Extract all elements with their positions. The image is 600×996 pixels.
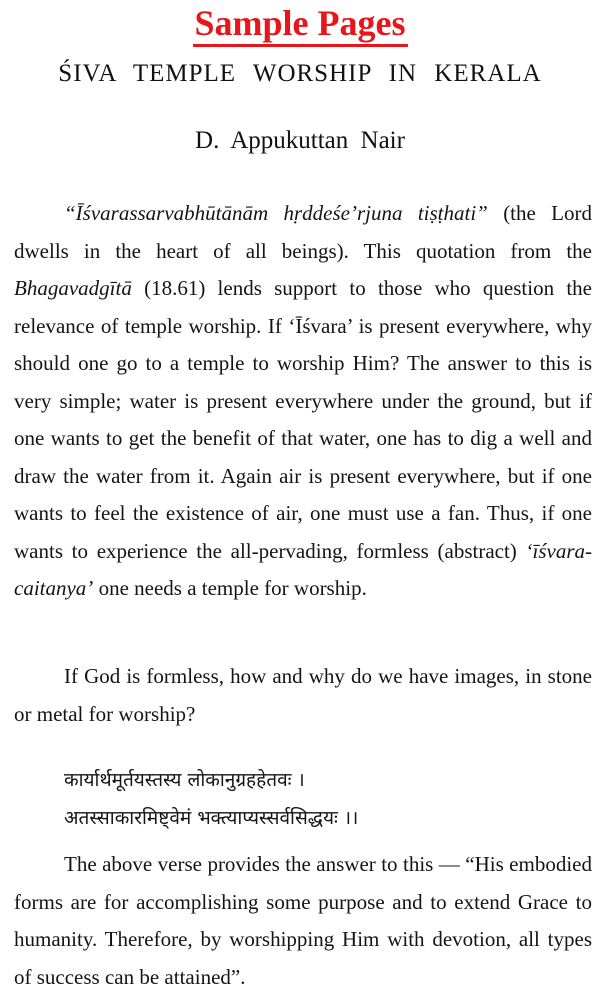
paragraph-intro-text-c: one needs a temple for worship. bbox=[93, 576, 367, 600]
paragraph-intro bbox=[14, 195, 592, 608]
verse-line-2: अतस्साकारमिष्ट्वेमं भक्त्याप्यस्सर्वसिद्धयः ।। bbox=[64, 807, 359, 829]
chapter-title: ŚIVA TEMPLE WORSHIP IN KERALA bbox=[58, 60, 542, 87]
paragraph-intro-text-a: (the Lord dwells in the heart of all beings). This quotation from the bbox=[14, 201, 592, 263]
sample-pages-banner bbox=[0, 2, 600, 47]
author-name: D. Appukuttan Nair bbox=[195, 127, 405, 154]
paragraph-answer: The above verse provides the answer to this — “His embodied forms are for accomplishing some purpose and to extend Grace to humanity. Therefore, by worshipping Him with devotion, all types of success can be attained”. bbox=[14, 852, 592, 989]
paragraph-question: If God is formless, how and why do we have images, in stone or metal for worship? bbox=[14, 664, 592, 726]
sample-pages-label: Sample Pages bbox=[193, 2, 408, 47]
verse-line-1: कार्यार्थमूर्तयस्तस्य लोकानुग्रहहेतवः । bbox=[64, 769, 305, 791]
paragraph-intro-text-b: (18.61) lends support to those who question the relevance of temple worship. If ‘Īśvara’ is present everywhere, why should one go to a temple to worship Him? The answer to this is very simple; water is present everywhere under the ground, but if one wants to get the benefit of that water, one has to dig a well and draw the water from it. Again air is present everywhere, but if one wants to feel the existence of air, one must use a fan. Thus, if one wants to experience the all-pervading, formless (abstract) bbox=[14, 276, 592, 563]
book-reference: Bhagavadgītā bbox=[14, 276, 132, 300]
sanskrit-term: ‘īśvara-caitanya’ bbox=[14, 538, 592, 600]
sanskrit-quote: “Īśvarassarvabhūtānām hṛddeśe’rjuna tiṣṭhati” bbox=[64, 201, 488, 225]
